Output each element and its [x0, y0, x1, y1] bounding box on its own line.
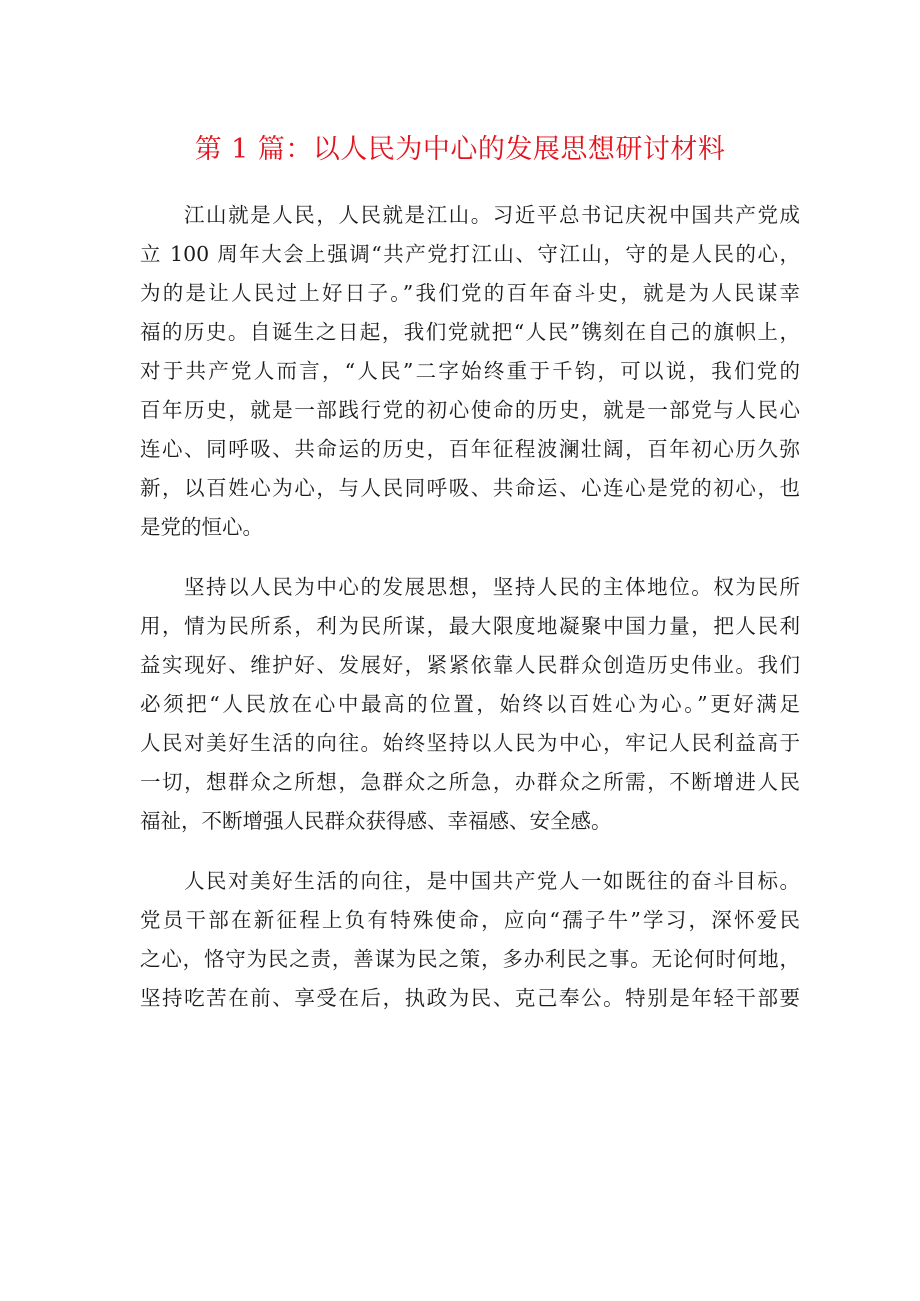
paragraph-line: 坚持吃苦在前、享受在后，执政为民、克己奉公。特别是年轻干部要	[140, 986, 800, 1010]
paragraph-line: 人民对美好生活的向往，是中国共产党人一如既往的奋斗目标。	[184, 869, 800, 893]
paragraph-line: 之心，恪守为民之责，善谋为民之策，多办利民之事。无论何时何地，	[140, 947, 800, 971]
paragraph-line: 新，以百姓心为心，与人民同呼吸、共命运、心连心是党的初心，也	[140, 476, 800, 500]
paragraph-1	[140, 196, 800, 547]
paragraph-line: 为的是让人民过上好日子。”我们党的百年奋斗史，就是为人民谋幸	[140, 281, 800, 305]
paragraph-line: 连心、同呼吸、共命运的历史，百年征程波澜壮阔，百年初心历久弥	[140, 437, 800, 461]
paragraph-3	[140, 862, 800, 1018]
paragraph-line: 用，情为民所系，利为民所谋，最大限度地凝聚中国力量，把人民利	[140, 614, 800, 638]
paragraph-line: 立 100 周年大会上强调“共产党打江山、守江山，守的是人民的心，	[140, 242, 800, 266]
paragraph-line: 必须把“人民放在心中最高的位置，始终以百姓心为心。”更好满足	[140, 692, 800, 716]
paragraph-line: 是党的恒心。	[140, 515, 263, 539]
paragraph-2	[140, 568, 800, 841]
paragraph-line: 坚持以人民为中心的发展思想，坚持人民的主体地位。权为民所	[184, 575, 800, 599]
paragraph-line: 一切，想群众之所想，急群众之所急，办群众之所需，不断增进人民	[140, 770, 800, 794]
paragraph-line: 江山就是人民，人民就是江山。习近平总书记庆祝中国共产党成	[184, 203, 800, 227]
paragraph-line: 党员干部在新征程上负有特殊使命，应向“孺子牛”学习，深怀爱民	[140, 908, 800, 932]
paragraph-line: 福的历史。自诞生之日起，我们党就把“人民”镌刻在自己的旗帜上，	[140, 320, 800, 344]
paragraph-line: 对于共产党人而言，“人民”二字始终重于千钧，可以说，我们党的	[140, 359, 800, 383]
paragraph-line: 人民对美好生活的向往。始终坚持以人民为中心，牢记人民利益高于	[140, 731, 800, 755]
document-body	[140, 196, 800, 1039]
paragraph-line: 福祉，不断增强人民群众获得感、幸福感、安全感。	[140, 809, 612, 833]
paragraph-line: 百年历史，就是一部践行党的初心使命的历史，就是一部党与人民心	[140, 398, 800, 422]
paragraph-line: 益实现好、维护好、发展好，紧紧依靠人民群众创造历史伟业。我们	[140, 653, 800, 677]
document-title: 第 1 篇：以人民为中心的发展思想研讨材料	[194, 134, 726, 165]
